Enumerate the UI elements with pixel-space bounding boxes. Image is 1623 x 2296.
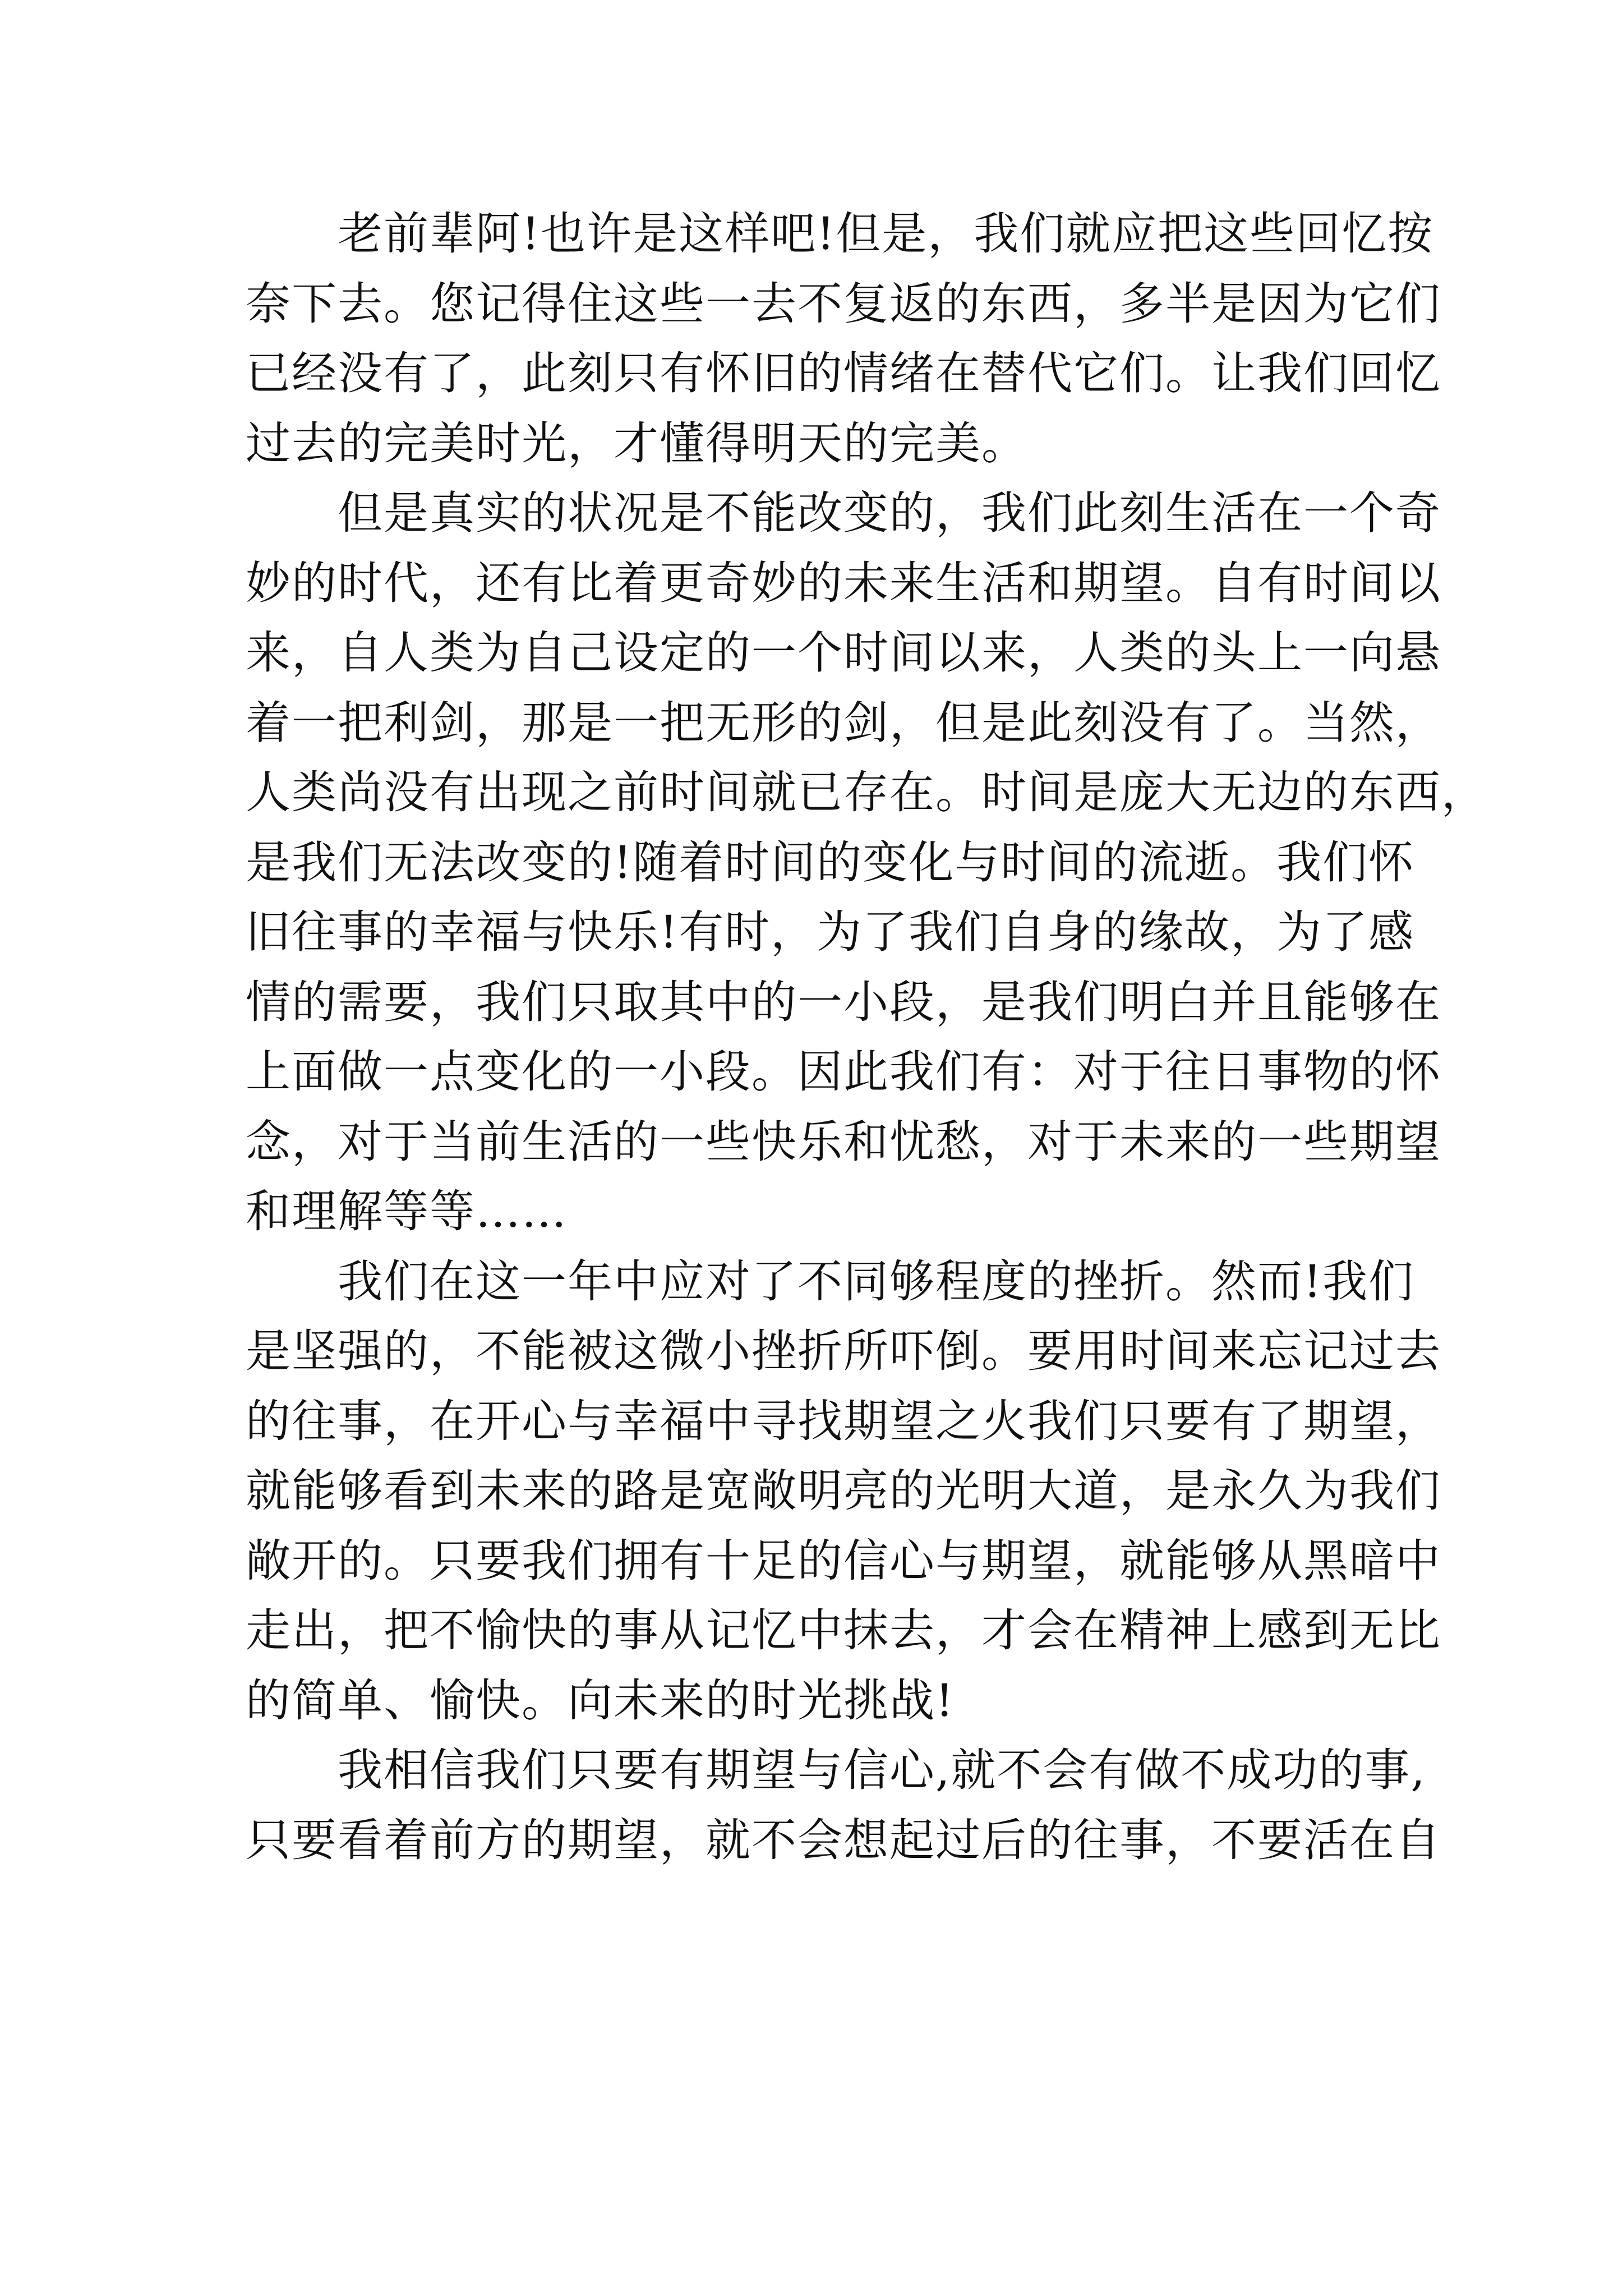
text-line: 上面做一点变化的一小段。因此我们有：对于往日事物的怀 <box>246 1046 1441 1098</box>
text-line: 过去的完美时光，才懂得明天的完美。 <box>246 417 1027 470</box>
text-line: 就能够看到未来的路是宽敞明亮的光明大道，是永久为我们 <box>246 1465 1441 1517</box>
text-line: 我相信我们只要有期望与信心,就不会有做不成功的事, <box>338 1744 1426 1796</box>
text-line: 我们在这一年中应对了不同够程度的挫折。然而!我们 <box>338 1255 1415 1308</box>
text-line: 和理解等等…… <box>246 1185 568 1237</box>
text-line: 情的需要，我们只取其中的一小段，是我们明白并且能够在 <box>246 976 1441 1028</box>
paragraph-3 <box>246 1247 1441 1736</box>
paragraph-4 <box>246 1736 1441 1875</box>
text-line: 已经没有了，此刻只有怀旧的情绪在替代它们。让我们回忆 <box>246 347 1441 399</box>
text-line: 只要看着前方的期望，就不会想起过后的往事，不要活在自 <box>246 1814 1441 1866</box>
text-line: 人类尚没有出现之前时间就已存在。时间是庞大无边的东西， <box>246 766 1487 818</box>
text-line: 妙的时代，还有比着更奇妙的未来生活和期望。自有时间以 <box>246 556 1441 609</box>
text-line: 的往事，在开心与幸福中寻找期望之火我们只要有了期望， <box>246 1395 1441 1447</box>
paragraph-1 <box>246 199 1441 478</box>
paragraph-2 <box>246 478 1487 1247</box>
text-line: 是我们无法改变的!随着时间的变化与时间的流逝。我们怀 <box>246 836 1415 889</box>
text-line: 是坚强的，不能被这微小挫折所吓倒。要用时间来忘记过去 <box>246 1325 1441 1377</box>
text-line: 的简单、愉快。向未来的时光挑战! <box>246 1674 955 1727</box>
text-line: 老前辈阿!也许是这样吧!但是，我们就应把这些回忆按 <box>338 208 1434 260</box>
text-line: 旧往事的幸福与快乐!有时，为了我们自身的缘故，为了感 <box>246 906 1415 958</box>
text-line: 念，对于当前生活的一些快乐和忧愁，对于未来的一些期望 <box>246 1115 1441 1168</box>
text-line: 但是真实的状况是不能改变的，我们此刻生活在一个奇 <box>338 487 1441 539</box>
text-line: 奈下去。您记得住这些一去不复返的东西，多半是因为它们 <box>246 277 1441 330</box>
document-body <box>246 199 1487 1875</box>
text-line: 着一把利剑，那是一把无形的剑，但是此刻没有了。当然， <box>246 696 1441 749</box>
text-line: 敞开的。只要我们拥有十足的信心与期望，就能够从黑暗中 <box>246 1534 1441 1587</box>
text-line: 走出，把不愉快的事从记忆中抹去，才会在精神上感到无比 <box>246 1604 1441 1657</box>
text-line: 来，自人类为自己设定的一个时间以来，人类的头上一向悬 <box>246 627 1441 679</box>
